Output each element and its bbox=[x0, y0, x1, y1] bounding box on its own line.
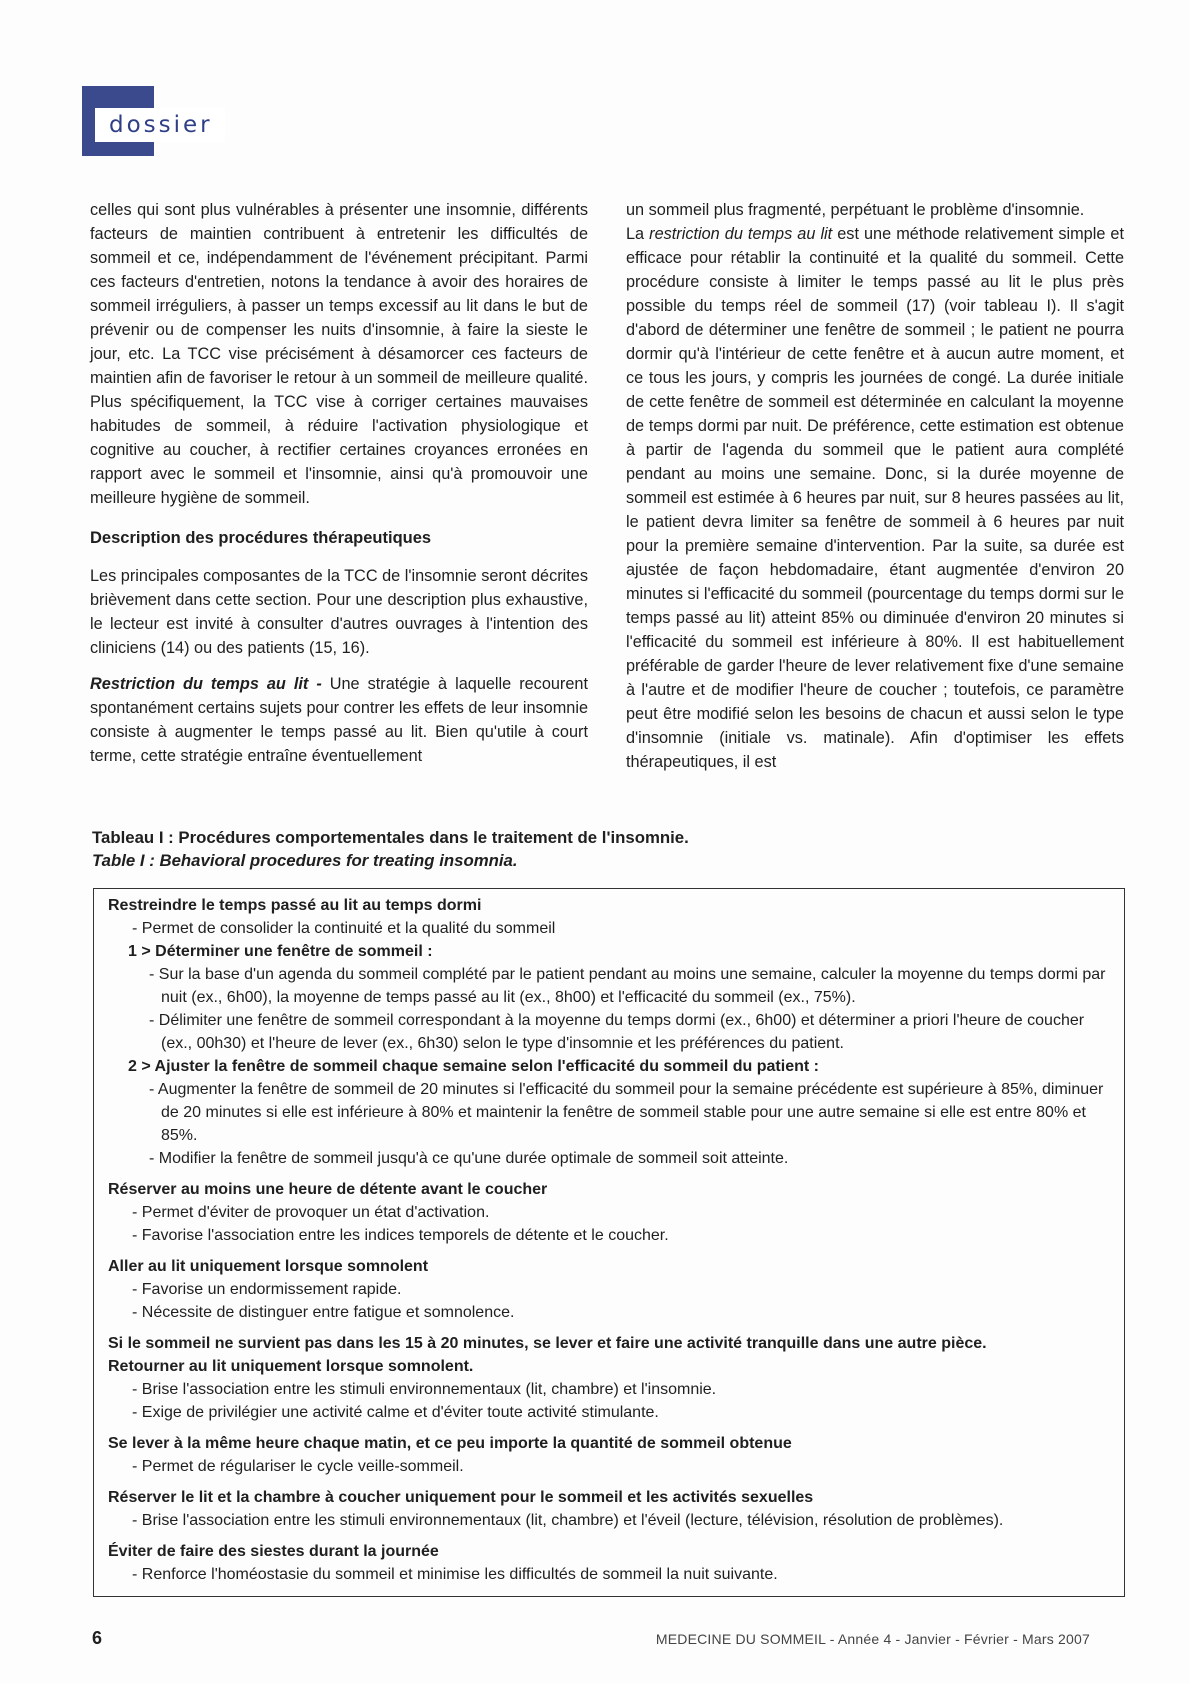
left-column bbox=[90, 198, 588, 768]
journal-footer: MEDECINE DU SOMMEIL - Année 4 - Janvier - Février - Mars 2007 bbox=[655, 1631, 1090, 1647]
table-item: - Modifier la fenêtre de sommeil jusqu'à ce qu'une durée optimale de sommeil soit atteinte. bbox=[149, 1150, 789, 1167]
paragraph-lead: Restriction du temps au lit - bbox=[90, 675, 322, 693]
table-item: - Brise l'association entre les stimuli environnementaux (lit, chambre) et l'éveil (lecture, télévision, résolution de problèmes). bbox=[132, 1512, 1004, 1529]
table-item: - Augmenter la fenêtre de sommeil de 20 minutes si l'efficacité du sommeil pour la semaine précédente est supérieure à 85%, diminuer de 20 minutes si elle est inférieure à 80% et maintenir la fenêtre de sommeil stable pour une autre semaine si elle est entre 80% et 85%. bbox=[149, 1081, 1104, 1144]
table-item: - Sur la base d'un agenda du sommeil complété par le patient pendant au moins une semaine, calculer la moyenne du temps dormi par nuit (ex., 6h00), la moyenne de temps passé au lit (ex., 8h00) et l'efficacité du sommeil (ex., 75%). bbox=[149, 966, 1106, 1006]
table-section-title: Si le sommeil ne survient pas dans les 15 à 20 minutes, se lever et faire une activité tranquille dans une autre pièce. bbox=[108, 1335, 987, 1352]
paragraph bbox=[90, 672, 588, 768]
table-item: - Favorise l'association entre les indices temporels de détente et le coucher. bbox=[132, 1227, 669, 1244]
paragraph: Les principales composantes de la TCC de l'insomnie seront décrites brièvement dans cette section. Pour une description plus exhaustive, le lecteur est invité à consulter d'autres ouvrages à l'intention des cliniciens (14) ou des patients (15, 16). bbox=[90, 567, 588, 657]
table-item: - Exige de privilégier une activité calme et d'éviter toute activité stimulante. bbox=[132, 1404, 659, 1421]
table-item: - Délimiter une fenêtre de sommeil correspondant à la moyenne du temps dormi (ex., 6h00) et déterminer a priori l'heure de coucher (ex., 00h30) et l'heure de lever (ex., 6h30) selon le type d'insomnie et les préférences du patient. bbox=[149, 1012, 1085, 1052]
emphasis-term: restriction du temps au lit bbox=[649, 225, 833, 243]
table-item: - Brise l'association entre les stimuli environnementaux (lit, chambre) et l'insomnie. bbox=[132, 1381, 717, 1398]
procedures-table bbox=[93, 888, 1125, 1597]
table-item: - Permet de régulariser le cycle veille-sommeil. bbox=[132, 1458, 464, 1475]
table-section-title: Aller au lit uniquement lorsque somnolent bbox=[108, 1258, 429, 1275]
table-item: - Renforce l'homéostasie du sommeil et minimise les difficultés de sommeil la nuit suivante. bbox=[132, 1566, 778, 1583]
paragraph-body: Une stratégie à laquelle recourent spontanément certains sujets pour contrer les effets de leur insomnie consiste à augmenter le temps passé au lit. Bien qu'utile à court terme, cette stratégie entraîne éventuellement bbox=[90, 675, 588, 765]
table-caption-fr: Tableau I : Procédures comportementales dans le traitement de l'insomnie. bbox=[92, 828, 689, 847]
table-caption-en: Table I : Behavioral procedures for treating insomnia. bbox=[92, 851, 518, 870]
section-label: dossier bbox=[95, 108, 225, 142]
paragraph bbox=[626, 222, 1124, 774]
table-section-title: Éviter de faire des siestes durant la journée bbox=[108, 1543, 439, 1560]
table-step-title: 2 > Ajuster la fenêtre de sommeil chaque semaine selon l'efficacité du sommeil du patient : bbox=[128, 1058, 819, 1075]
right-column bbox=[626, 198, 1124, 774]
section-heading: Description des procédures thérapeutiques bbox=[90, 529, 432, 547]
table-item: - Permet de consolider la continuité et la qualité du sommeil bbox=[132, 920, 556, 937]
paragraph-start: La bbox=[626, 225, 650, 243]
table-section-title: Retourner au lit uniquement lorsque somnolent. bbox=[108, 1358, 474, 1375]
dossier-logo bbox=[82, 86, 222, 156]
paragraph: un sommeil plus fragmenté, perpétuant le problème d'insomnie. bbox=[626, 201, 1085, 219]
table-step-title: 1 > Déterminer une fenêtre de sommeil : bbox=[128, 943, 433, 960]
table-item: - Permet d'éviter de provoquer un état d'activation. bbox=[132, 1204, 490, 1221]
table-item: - Favorise un endormissement rapide. bbox=[132, 1281, 402, 1298]
table-item: - Nécessite de distinguer entre fatigue et somnolence. bbox=[132, 1304, 515, 1321]
paragraph: celles qui sont plus vulnérables à présenter une insomnie, différents facteurs de maintien contribuent à entretenir les difficultés de sommeil et ce, indépendamment de l'événement précipitant. Parmi ces facteurs d'entretien, notons la tendance à avoir des horaires de sommeil irréguliers, à passer un temps excessif au lit dans le but de prévenir ou de compenser les nuits d'insomnie, à faire la sieste le jour, etc. La TCC vise précisément à désamorcer ces facteurs de maintien afin de favoriser le retour à un sommeil de meilleure qualité. Plus spécifiquement, la TCC vise à corriger certaines mauvaises habitudes de sommeil, à réduire l'activation physiologique et cognitive au coucher, à rectifier certaines croyances erronées en rapport avec le sommeil et l'insomnie, ainsi qu'à promouvoir une meilleure hygiène de sommeil. bbox=[90, 201, 588, 507]
paragraph-body: est une méthode relativement simple et efficace pour rétablir la continuité et la qualité du sommeil. Cette procédure consiste à limiter le temps passé au lit le plus près possible du temps réel de sommeil (17) (voir tableau I). Il s'agit d'abord de déterminer une fenêtre de sommeil ; le patient ne pourra dormir qu'à l'intérieur de cette fenêtre et à aucun autre moment, et ce tous les jours, y compris les journées de congé. La durée initiale de cette fenêtre de sommeil est déterminée en calculant la moyenne de temps dormi par nuit. De préférence, cette estimation est obtenue à partir de l'agenda du sommeil que le patient aura complété pendant au moins une semaine. Donc, si la durée moyenne de sommeil est estimée à 6 heures par nuit, sur 8 heures passées au lit, le patient devra limiter sa fenêtre de sommeil à 6 heures par nuit pour la première semaine d'intervention. Par la suite, sa durée est ajustée de façon hebdomadaire, étant augmentée d'environ 20 minutes si l'efficacité du sommeil (pourcentage du temps dormi sur le temps passé au lit) atteint 85% ou diminuée d'environ 20 minutes si l'efficacité du sommeil est inférieure à 80%. Il est habituellement préférable de garder l'heure de lever relativement fixe d'une semaine à l'autre et de modifier l'heure de coucher ; toutefois, ce paramètre peut être modifié selon les besoins de chacun et aussi selon le type d'insomnie (initiale vs. matinale). Afin d'optimiser les effets thérapeutiques, il est bbox=[626, 225, 1124, 771]
table-caption bbox=[92, 826, 1092, 872]
table-section-title: Réserver le lit et la chambre à coucher uniquement pour le sommeil et les activités sexuelles bbox=[108, 1489, 814, 1506]
table-section-title: Restreindre le temps passé au lit au temps dormi bbox=[108, 897, 482, 914]
table-section-title: Réserver au moins une heure de détente avant le coucher bbox=[108, 1181, 548, 1198]
table-section-title: Se lever à la même heure chaque matin, et ce peu importe la quantité de sommeil obtenue bbox=[108, 1435, 792, 1452]
page-number: 6 bbox=[92, 1628, 103, 1648]
